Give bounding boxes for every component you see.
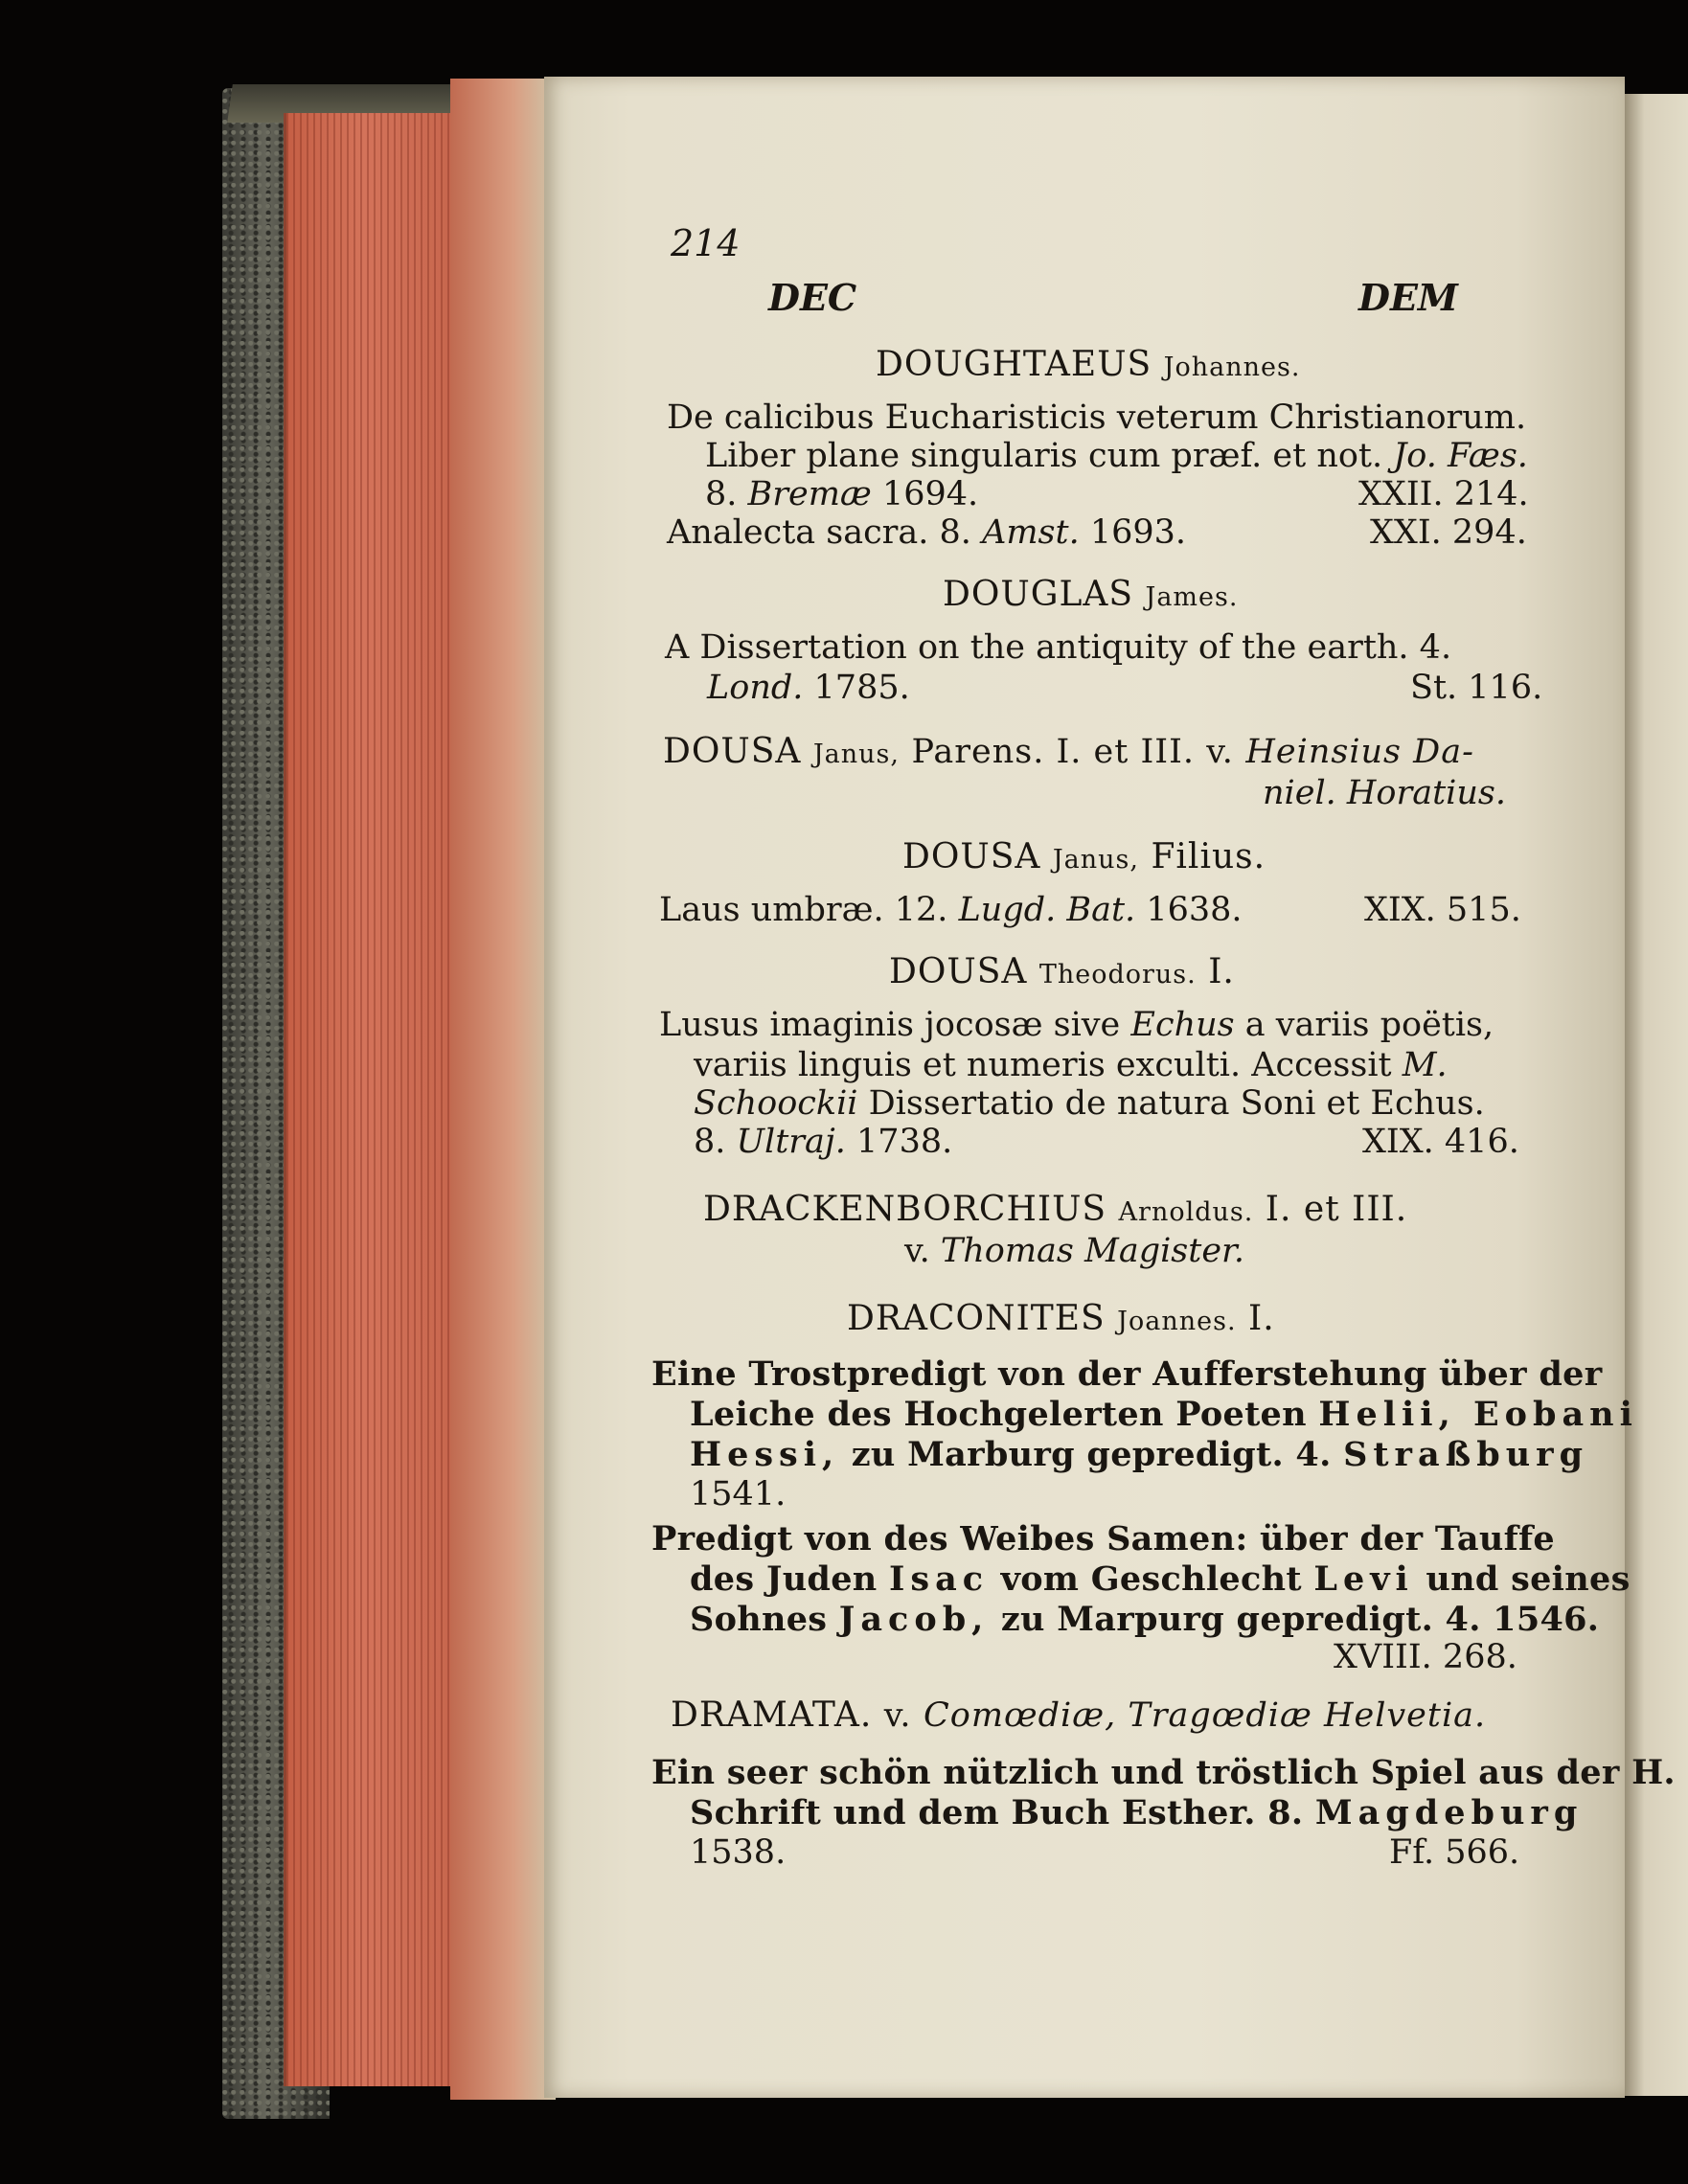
entry-heading [703, 1190, 1407, 1229]
place: Ultraj. [736, 1123, 846, 1161]
text: Sohnes [690, 1600, 828, 1639]
heading-surname: DOUSA [889, 952, 1028, 991]
entry-line-fraktur: Ein seer schön nützlich und tröstlich Spiel aus der H. [651, 1753, 1676, 1792]
cross-reference: niel. Horatius. [1263, 774, 1506, 812]
heading-qualifier: I. et III. [1265, 1190, 1408, 1229]
year: 1638. [1146, 891, 1243, 929]
text: variis linguis et numeris exculti. Accessit [694, 1046, 1392, 1084]
running-head-left: DEC [768, 276, 857, 319]
text: und seines [1426, 1559, 1631, 1599]
heading-qualifier: Filius. [1151, 837, 1266, 876]
entry-line [707, 669, 910, 707]
entry-line: 1541. [690, 1475, 787, 1513]
running-head-right: DEM [1358, 276, 1458, 319]
entry-line-fraktur: Predigt von des Weibes Samen: über der Tauffe [651, 1519, 1555, 1558]
person-name: Isac [889, 1559, 990, 1599]
year: 1694. [881, 475, 979, 513]
page-number: 214 [671, 222, 741, 264]
entry-line [694, 1046, 1448, 1084]
person-name: Jacob, [838, 1600, 990, 1639]
place: Bremæ [747, 475, 872, 513]
entry-heading [671, 1695, 1486, 1735]
entry-line [904, 1232, 1244, 1270]
entry-line-fraktur: Eine Trostpredigt von der Aufferstehung über der [651, 1354, 1603, 1394]
initial: M. [1402, 1046, 1448, 1084]
page-block-fore-edge [450, 79, 556, 2100]
heading-qualifier: I. [1247, 1299, 1275, 1338]
text: v. [883, 1696, 912, 1735]
heading-surname: DOUGHTAEUS [876, 345, 1152, 384]
text: Leiche des Hochgelerten Poeten [690, 1395, 1307, 1434]
italic-term: Echus [1130, 1006, 1235, 1044]
text: a variis poëtis, [1244, 1006, 1494, 1044]
reference: XXII. 214. [1358, 475, 1529, 513]
entry-line [705, 437, 1528, 475]
place: Lond. [707, 669, 804, 707]
person-name: Levi [1313, 1559, 1414, 1599]
heading-firstname: Janus, [812, 739, 900, 769]
format: 8. [705, 475, 738, 513]
heading-firstname: Arnoldus. [1118, 1197, 1254, 1227]
heading-surname: DRACONITES [847, 1299, 1106, 1338]
heading-surname: DOUGLAS [943, 575, 1134, 614]
author-name: Schoockii [694, 1084, 858, 1123]
text: zu Marpurg gepredigt. 4. 1546. [1000, 1600, 1600, 1639]
cross-reference: Thomas Magister. [940, 1232, 1245, 1270]
reference: St. 116. [1410, 669, 1543, 707]
entry-line: 1538. [690, 1833, 787, 1872]
entry-line [694, 1084, 1485, 1123]
entry-line-fraktur [690, 1559, 1631, 1599]
heading-firstname: Janus, [1052, 845, 1139, 875]
text: Laus umbræ. 12. [659, 891, 948, 929]
person-name: Helii, Eobani [1318, 1395, 1638, 1434]
text: Lusus imaginis jocosæ sive [659, 1006, 1121, 1044]
entry-heading [876, 345, 1300, 384]
text: v. [904, 1232, 930, 1270]
heading-firstname: Johannes. [1163, 353, 1301, 382]
entry-line [659, 1006, 1494, 1044]
heading-surname: DOUSA [902, 837, 1041, 876]
reference: XIX. 416. [1362, 1123, 1519, 1161]
text: zu Marburg gepredigt. 4. [851, 1435, 1332, 1474]
entry-line [705, 475, 978, 513]
entry-heading [943, 575, 1238, 614]
text: Schrift und dem Buch Esther. 8. [690, 1793, 1304, 1832]
entry-line-fraktur [690, 1435, 1588, 1474]
heading-firstname: Theodorus. [1038, 960, 1197, 990]
text: vom Geschlecht [1000, 1559, 1302, 1599]
place: Straßburg [1343, 1435, 1589, 1474]
entry-line-fraktur [690, 1600, 1599, 1639]
text: Dissertatio de natura Soni et Echus. [868, 1084, 1485, 1123]
reference: XXI. 294. [1370, 513, 1527, 552]
text: Analecta sacra. 8. [667, 513, 971, 552]
entry-heading [889, 952, 1235, 991]
place: Amst. [982, 513, 1080, 552]
entry-line-fraktur [690, 1793, 1583, 1832]
cross-reference: Heinsius Da- [1245, 733, 1474, 771]
heading-qualifier: I. [1208, 952, 1235, 991]
entry-line [667, 513, 1186, 552]
entry-line-fraktur [690, 1395, 1638, 1434]
heading-surname: DRACKENBORCHIUS [703, 1190, 1107, 1229]
heading-term: DRAMATA. [671, 1695, 873, 1735]
text: Parens. I. et III. v. [911, 733, 1234, 771]
cross-reference: Comœdiæ, Tragœdiæ Helvetia. [924, 1696, 1487, 1735]
heading-firstname: Joannes. [1117, 1307, 1237, 1336]
entry-line [659, 891, 1243, 929]
entry-heading [847, 1299, 1275, 1338]
reference: XIX. 515. [1364, 891, 1521, 929]
heading-firstname: James. [1145, 582, 1239, 612]
place: Magdeburg [1314, 1793, 1584, 1832]
editor-name: Jo. Fæs. [1393, 437, 1528, 475]
entry-line [694, 1123, 952, 1161]
text: des Juden [690, 1559, 878, 1599]
place: Lugd. Bat. [958, 891, 1136, 929]
year: 1785. [813, 669, 910, 707]
format: 8. [694, 1123, 726, 1161]
entry-line: De calicibus Eucharisticis veterum Christianorum. [667, 398, 1527, 437]
entry-heading [663, 732, 1474, 771]
year: 1693. [1089, 513, 1187, 552]
text: Liber plane singularis cum præf. et not. [705, 437, 1383, 475]
person-name: Hessi, [690, 1435, 840, 1474]
facing-page-edge [1621, 94, 1688, 2096]
entry-line: A Dissertation on the antiquity of the earth. 4. [665, 628, 1452, 667]
heading-surname: DOUSA [663, 732, 802, 771]
reference: Ff. 566. [1389, 1833, 1520, 1872]
year: 1738. [856, 1123, 953, 1161]
reference: XVIII. 268. [1334, 1638, 1517, 1676]
entry-heading [902, 837, 1266, 876]
